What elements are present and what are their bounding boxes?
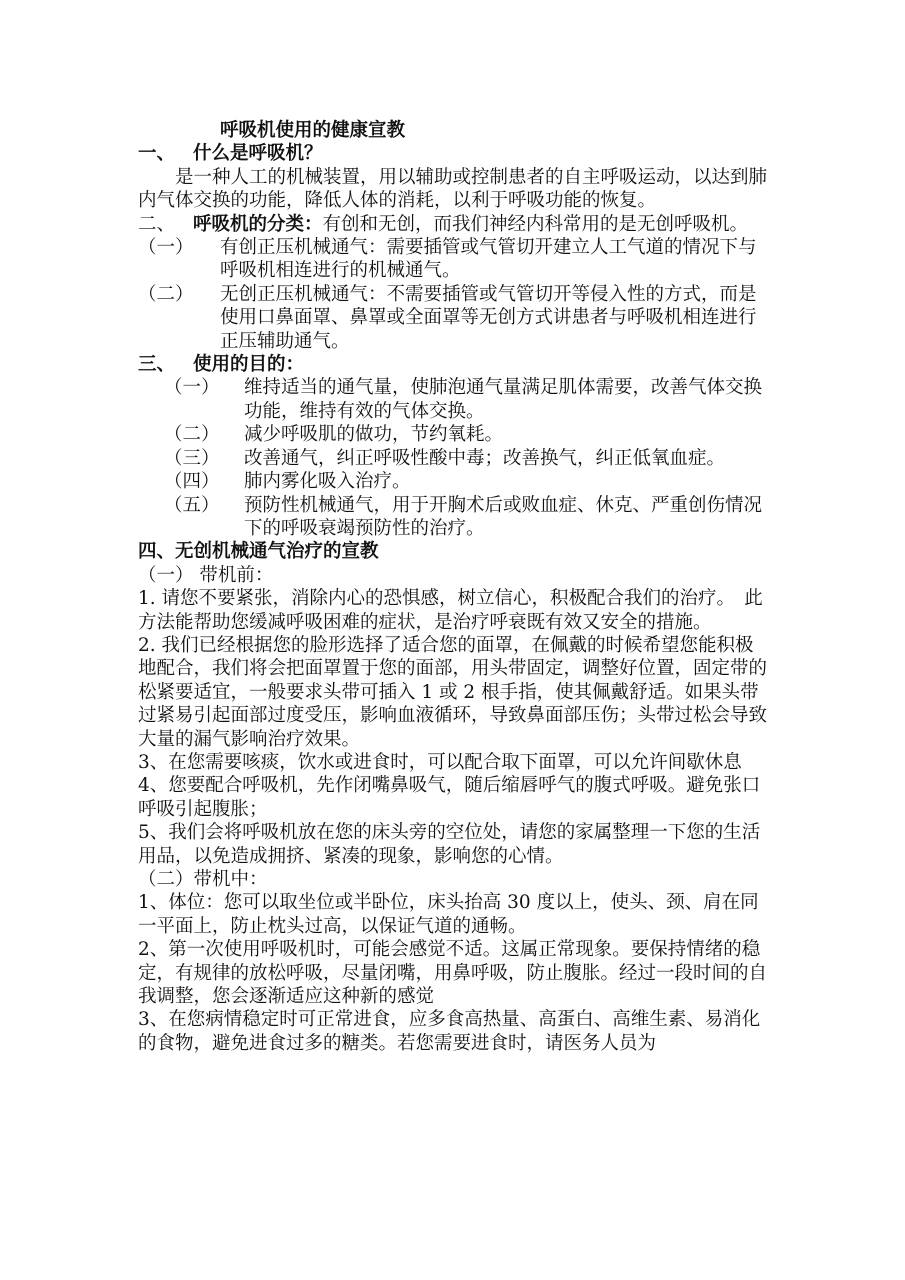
document-title: 呼吸机使用的健康宣教	[220, 120, 406, 141]
section2-item-number: （一）	[138, 237, 194, 259]
section2-title: 呼吸机的分类：	[193, 213, 323, 235]
section4-sub1-paragraph: 1. 请您不要紧张，消除内心的恐惧感，树立信心，积极配合我们的治疗。 此方法能帮助您缓减呼吸困难的症状，是治疗呼衰既有效又安全的措施。	[138, 588, 763, 633]
section4-sub1-paragraph: 4、您要配合呼吸机，先作闭嘴鼻吸气，随后缩唇呼气的腹式呼吸。避免张口呼吸引起腹胀；	[138, 775, 761, 820]
section3-heading	[138, 353, 770, 376]
section4-sub2-paragraph: 3、在您病情稳定时可正常进食，应多食高热量、高蛋白、高维生素、易消化的食物，避免进食过多的糖类。若您需要进食时，请医务人员为	[138, 1009, 761, 1054]
section3-item	[138, 423, 770, 446]
section2-item	[138, 236, 770, 283]
section3-item-text: 改善通气，纠正呼吸性酸中毒；改善换气，纠正低氧血症。	[244, 447, 726, 469]
section2-item	[138, 283, 770, 353]
section3-item-text: 减少呼吸肌的做功，节约氧耗。	[244, 424, 504, 446]
section3-item-text: 预防性机械通气，用于开胸术后或败血症、休克、严重创伤情况下的呼吸衰竭预防性的治疗。	[244, 494, 763, 539]
section3-item-number: （五）	[164, 494, 220, 516]
section2-heading-line	[193, 213, 770, 236]
section3-item-text: 肺内雾化吸入治疗。	[244, 471, 411, 493]
section2-title-rest: 有创和无创，而我们神经内科常用的是无创呼吸机。	[322, 213, 749, 235]
section3-item-number: （二）	[164, 424, 220, 446]
section4-sub1-paragraph: 3、在您需要咳痰，饮水或进食时，可以配合取下面罩，可以允许间歇休息	[138, 751, 742, 773]
section4-sub2-heading: （二）带机中：	[138, 869, 268, 890]
section3-item-number: （一）	[164, 377, 220, 399]
section4-sub1-heading: （一） 带机前：	[138, 564, 274, 586]
section2-item-number: （二）	[138, 283, 194, 305]
section4-heading: 四、无创机械通气治疗的宣教	[138, 541, 379, 563]
section3-item	[138, 376, 770, 423]
section3-title: 使用的目的：	[193, 354, 305, 376]
section1-body: 是一种人工的机械装置，用以辅助或控制患者的自主呼吸运动，以达到肺内气体交换的功能，降低人体的消耗，以利于呼吸功能的恢复。	[138, 166, 768, 212]
section4-sub1-paragraph: 5、我们会将呼吸机放在您的床头旁的空位处，请您的家属整理一下您的生活用品，以免造成拥挤、紧凑的现象，影响您的心情。	[138, 822, 761, 867]
section2-item-text: 无创正压机械通气：不需要插管或气管切开等侵入性的方式，而是使用口鼻面罩、鼻罩或全面罩等无创方式讲患者与呼吸机相连进行正压辅助通气。	[220, 283, 757, 352]
section4-sub2-paragraph: 2、第一次使用呼吸机时，可能会感觉不适。这属正常现象。要保持情绪的稳定，有规律的放松呼吸，尽量闭嘴，用鼻呼吸，防止腹胀。经过一段时间的自我调整，您会逐渐适应这种新的感觉	[138, 939, 768, 1008]
section1-title: 什么是呼吸机？	[193, 143, 323, 165]
section3-item-number: （四）	[164, 471, 220, 493]
section2-number: 二、	[138, 213, 176, 235]
section3-item-text: 维持适当的通气量，使肺泡通气量满足肌体需要，改善气体交换功能，维持有效的气体交换。	[244, 377, 763, 422]
document-content	[138, 119, 770, 1055]
section1-heading	[138, 142, 770, 165]
section4-sub2-paragraph: 1、体位：您可以取坐位或半卧位，床头抬高 30 度以上，使头、颈、肩在同一平面上，防止枕头过高，以保证气道的通畅。	[138, 892, 759, 937]
section2-item-text: 有创正压机械通气：需要插管或气管切开建立人工气道的情况下与呼吸机相连进行的机械通气。	[220, 237, 757, 282]
section3-number: 三、	[138, 354, 176, 376]
section2-heading	[138, 213, 770, 236]
section3-item	[138, 470, 770, 493]
section1-number: 一、	[138, 143, 176, 165]
section3-item	[138, 494, 770, 541]
section3-item	[138, 447, 770, 470]
section3-item-number: （三）	[164, 447, 220, 469]
section4-sub1-paragraph: 2. 我们已经根据您的脸形选择了适合您的面罩，在佩戴的时候希望您能积极地配合，我们将会把面罩置于您的面部，用头带固定，调整好位置，固定带的松紧要适宜，一般要求头带可插入 1 或 2 根手指，使其佩戴舒适。如果头带过紧易引起面部过度受压，影响血液循环，导致鼻面部压伤；头带过松会导致大量的漏气影响治疗效果。	[138, 634, 768, 750]
